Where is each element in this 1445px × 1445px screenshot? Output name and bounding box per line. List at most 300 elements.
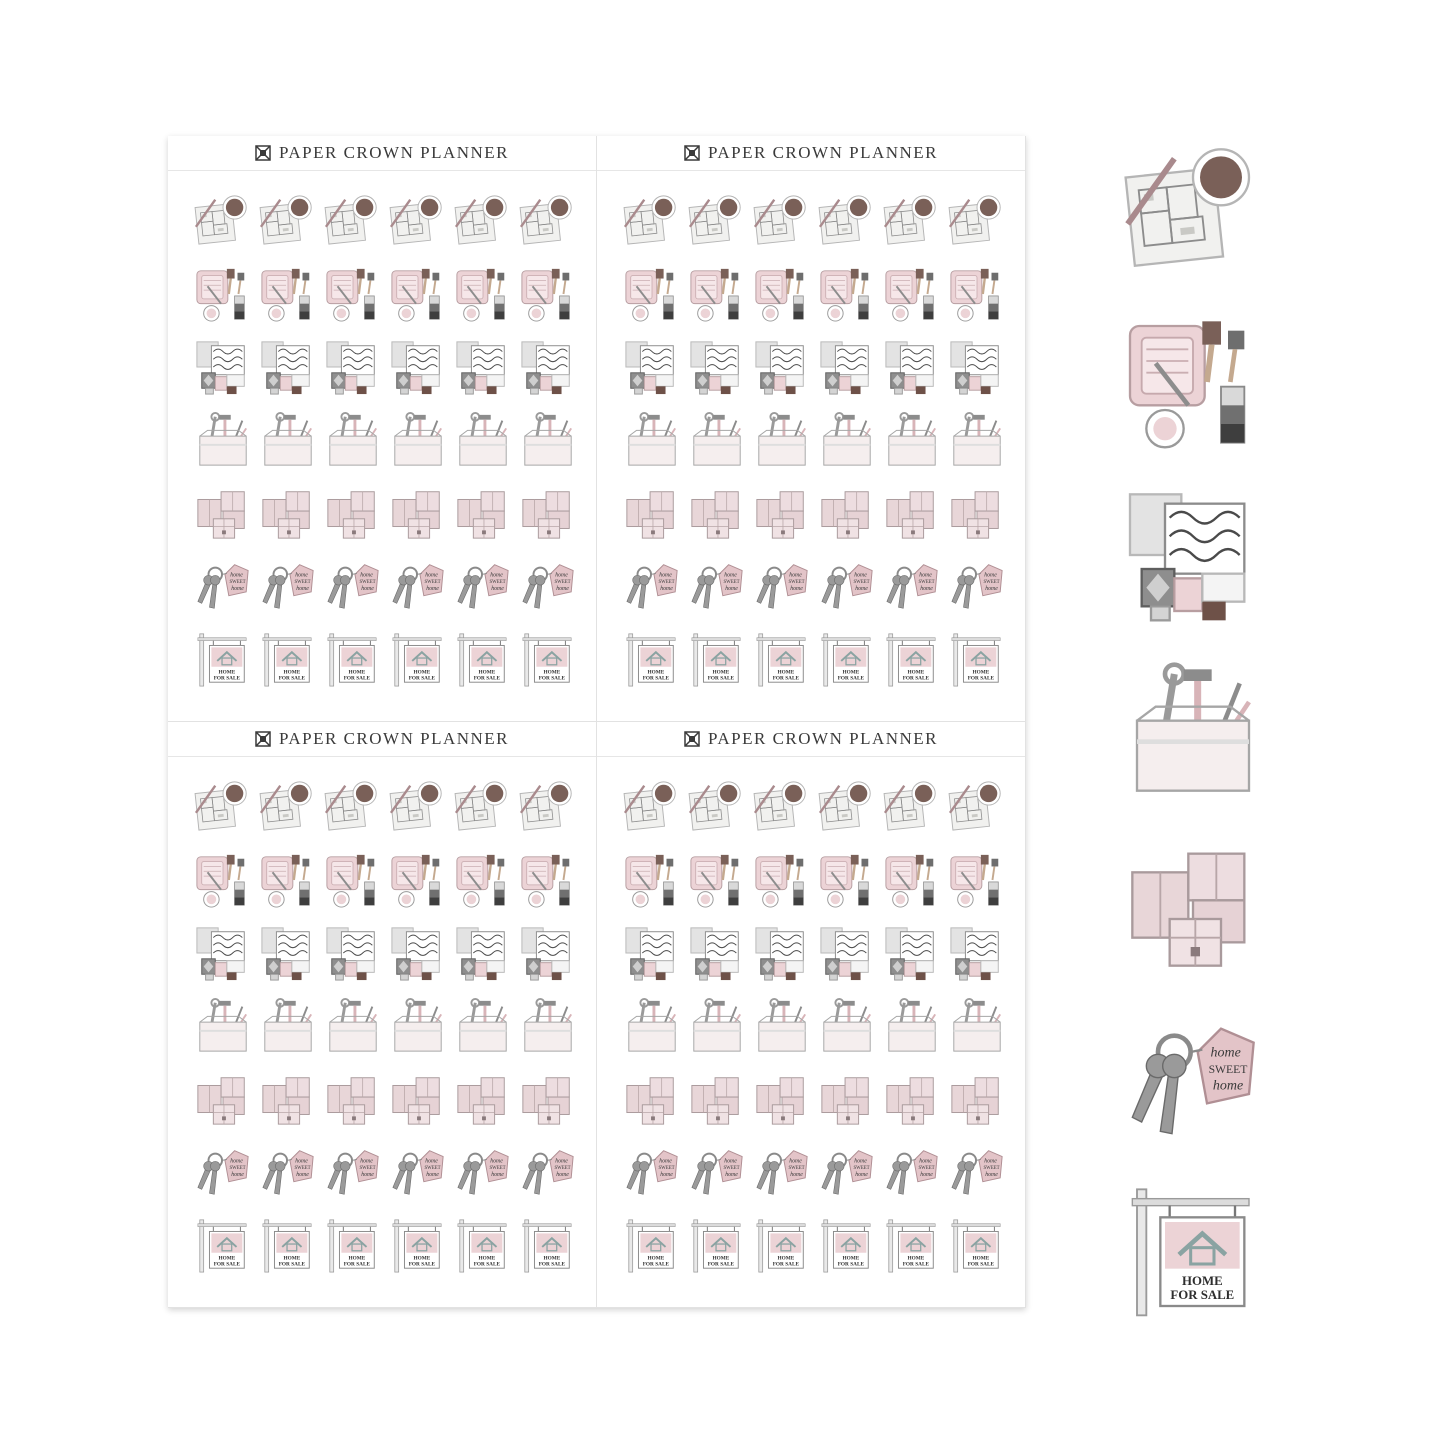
blueprint-coffee-sticker — [389, 192, 447, 250]
sticker-cell — [623, 192, 688, 265]
toolbox-sticker — [948, 997, 1006, 1055]
key-tag-text-1: home — [854, 1158, 867, 1165]
sticker-cell — [753, 1070, 818, 1143]
tile-samples-sticker — [519, 338, 577, 396]
sticker-cell — [948, 1070, 1013, 1143]
tile-samples-sticker — [948, 338, 1006, 396]
sticker-cell — [883, 778, 948, 851]
key-tag-text-1: home — [230, 1158, 243, 1165]
sticker-cell — [389, 778, 454, 851]
sticker-cell — [883, 851, 948, 924]
house-keys-sticker — [454, 1143, 512, 1201]
blueprint-coffee-sticker — [623, 192, 681, 250]
toolbox-sticker — [883, 411, 941, 469]
blueprint-coffee-sticker — [688, 778, 746, 836]
enlarged-paint-supplies — [1118, 312, 1278, 452]
sheet-header — [168, 722, 596, 757]
toolbox-sticker — [753, 411, 811, 469]
tile-samples-sticker — [623, 338, 681, 396]
blueprint-coffee-sticker — [818, 192, 876, 250]
sticker-cell — [948, 1216, 1013, 1289]
home-for-sale-sign-sticker — [389, 1216, 447, 1274]
tile-samples-sticker — [1118, 485, 1268, 625]
house-keys-sticker — [948, 557, 1006, 615]
sticker-cell — [454, 1143, 519, 1216]
paint-supplies-sticker — [194, 265, 252, 323]
key-tag-text-2: SWEET — [788, 580, 805, 586]
sticker-cell — [519, 557, 584, 630]
sign-text-2: FOR SALE — [538, 675, 566, 682]
key-tag-text-2: SWEET — [723, 580, 740, 586]
blueprint-coffee-sticker — [883, 778, 941, 836]
toolbox-sticker — [259, 997, 317, 1055]
toolbox-sticker — [454, 411, 512, 469]
enlarged-home-for-sale-sign — [1118, 1180, 1278, 1320]
blueprint-coffee-sticker — [194, 778, 252, 836]
sticker-cell — [194, 192, 259, 265]
key-tag-text-1: home — [659, 572, 672, 579]
home-for-sale-sign-sticker — [324, 630, 382, 688]
key-tag-text-2: SWEET — [359, 1166, 376, 1172]
key-tag-text-1: home — [555, 1158, 568, 1165]
sign-text-1: HOME — [413, 1255, 431, 1262]
sticker-cell — [623, 924, 688, 997]
key-tag-text-3: home — [660, 1171, 673, 1178]
sign-text-1: HOME — [712, 669, 730, 676]
sticker-cell — [753, 630, 818, 703]
sticker-cell — [194, 411, 259, 484]
sticker-cell — [194, 997, 259, 1070]
sticker-grid — [194, 192, 584, 703]
sticker-cell — [454, 484, 519, 557]
sticker-cell — [818, 265, 883, 338]
sticker-cell — [948, 1143, 1013, 1216]
sticker-cell — [948, 484, 1013, 557]
sticker-cell — [259, 265, 324, 338]
sticker-cell — [688, 851, 753, 924]
blueprint-coffee-sticker — [454, 192, 512, 250]
sign-text-1: HOME — [907, 1255, 925, 1262]
sticker-cell — [194, 1143, 259, 1216]
sticker-cell — [259, 997, 324, 1070]
paint-supplies-sticker — [454, 851, 512, 909]
sticker-cell — [194, 338, 259, 411]
sign-text-2: FOR SALE — [707, 1261, 735, 1268]
sticker-cell — [194, 778, 259, 851]
sticker-cell — [688, 192, 753, 265]
home-for-sale-sign-sticker — [688, 630, 746, 688]
sticker-cell — [519, 338, 584, 411]
sticker-cell — [883, 411, 948, 484]
tile-samples-sticker — [883, 338, 941, 396]
moving-boxes-sticker — [948, 1070, 1006, 1128]
house-keys-sticker — [519, 1143, 577, 1201]
tile-samples-sticker — [818, 338, 876, 396]
crown-x-logo-icon — [255, 145, 271, 161]
house-keys-sticker — [194, 1143, 252, 1201]
brand-name: PAPER CROWN PLANNER — [278, 729, 510, 748]
sign-text-2: FOR SALE — [473, 1261, 501, 1268]
blueprint-coffee-sticker — [623, 778, 681, 836]
toolbox-sticker — [818, 411, 876, 469]
toolbox-sticker — [324, 997, 382, 1055]
sticker-cell — [454, 1070, 519, 1143]
key-tag-text-1: home — [295, 572, 308, 579]
key-tag-text-1: home — [789, 572, 802, 579]
key-tag-text-1: home — [360, 572, 373, 579]
sticker-cell — [818, 411, 883, 484]
key-tag-text-3: home — [361, 1171, 374, 1178]
sticker-cell — [259, 630, 324, 703]
tile-samples-sticker — [883, 924, 941, 982]
moving-boxes-sticker — [324, 1070, 382, 1128]
sticker-cell — [818, 630, 883, 703]
sticker-cell — [818, 997, 883, 1070]
sticker-cell — [454, 997, 519, 1070]
sticker-cell — [623, 1070, 688, 1143]
paint-supplies-sticker — [454, 265, 512, 323]
sticker-cell — [688, 1070, 753, 1143]
key-tag-text-2: SWEET — [918, 580, 935, 586]
tile-samples-sticker — [688, 338, 746, 396]
sign-text-2: FOR SALE — [837, 1261, 865, 1268]
home-for-sale-sign-sticker — [883, 1216, 941, 1274]
key-tag-text-1: home — [360, 1158, 373, 1165]
sticker-cell — [753, 411, 818, 484]
sticker-cell — [259, 557, 324, 630]
sign-text-2: FOR SALE — [772, 675, 800, 682]
key-tag-text-1: home — [724, 1158, 737, 1165]
blueprint-coffee-sticker — [818, 778, 876, 836]
sign-text-1: HOME — [348, 1255, 366, 1262]
sticker-cell — [818, 778, 883, 851]
sign-text-2: FOR SALE — [278, 1261, 306, 1268]
sticker-cell — [324, 1143, 389, 1216]
sticker-cell — [324, 411, 389, 484]
moving-boxes-sticker — [389, 1070, 447, 1128]
blueprint-coffee-sticker — [259, 192, 317, 250]
moving-boxes-sticker — [753, 1070, 811, 1128]
sticker-cell — [818, 484, 883, 557]
sticker-sheet-top-left — [168, 136, 597, 722]
key-tag-text-1: home — [854, 572, 867, 579]
crown-x-logo-icon — [255, 731, 271, 747]
house-keys-sticker — [818, 1143, 876, 1201]
house-keys-sticker — [948, 1143, 1006, 1201]
home-for-sale-sign-sticker — [623, 630, 681, 688]
sheet-header — [597, 136, 1025, 171]
sticker-cell — [259, 778, 324, 851]
sticker-cell — [688, 630, 753, 703]
moving-boxes-sticker — [688, 1070, 746, 1128]
house-keys-sticker — [883, 557, 941, 615]
key-tag-text-3: home — [426, 1171, 439, 1178]
sticker-sheets-area — [168, 136, 1026, 1308]
sign-text-1: HOME — [712, 1255, 730, 1262]
toolbox-sticker — [688, 411, 746, 469]
sign-text-1: HOME — [842, 1255, 860, 1262]
sticker-cell — [324, 778, 389, 851]
key-tag-text-3: home — [231, 585, 244, 592]
tile-samples-sticker — [454, 338, 512, 396]
key-tag-text-3: home — [855, 1171, 868, 1178]
key-tag-text-3: home — [361, 585, 374, 592]
sticker-cell — [753, 1143, 818, 1216]
sign-text-1: HOME — [842, 669, 860, 676]
sticker-cell — [948, 265, 1013, 338]
sign-text-1: HOME — [777, 669, 795, 676]
house-keys-sticker — [753, 557, 811, 615]
sticker-cell — [883, 924, 948, 997]
sticker-cell — [948, 338, 1013, 411]
paint-supplies-sticker — [883, 851, 941, 909]
sign-text-2: FOR SALE — [408, 675, 436, 682]
enlarged-tile-samples — [1118, 485, 1278, 625]
key-tag-text-1: home — [1210, 1045, 1241, 1061]
toolbox-sticker — [389, 411, 447, 469]
sign-text-1: HOME — [972, 669, 990, 676]
house-keys-sticker — [194, 557, 252, 615]
sticker-cell — [259, 1143, 324, 1216]
sticker-cell — [389, 924, 454, 997]
sticker-cell — [818, 924, 883, 997]
key-tag-text-2: SWEET — [294, 1166, 311, 1172]
sticker-cell — [883, 997, 948, 1070]
sticker-cell — [389, 997, 454, 1070]
tile-samples-sticker — [259, 338, 317, 396]
sticker-sheet-bottom-left — [168, 722, 597, 1308]
tile-samples-sticker — [454, 924, 512, 982]
sticker-cell — [818, 1143, 883, 1216]
key-tag-text-3: home — [491, 585, 504, 592]
sign-text-2: FOR SALE — [902, 1261, 930, 1268]
home-for-sale-sign-sticker — [948, 1216, 1006, 1274]
sticker-cell — [818, 338, 883, 411]
key-tag-text-2: SWEET — [424, 580, 441, 586]
moving-boxes-sticker — [1118, 835, 1268, 975]
key-tag-text-3: home — [491, 1171, 504, 1178]
sticker-cell — [389, 192, 454, 265]
key-tag-text-3: home — [426, 585, 439, 592]
toolbox-sticker — [688, 997, 746, 1055]
sign-text-1: HOME — [543, 669, 561, 676]
key-tag-text-3: home — [556, 585, 569, 592]
sticker-cell — [623, 1143, 688, 1216]
key-tag-text-3: home — [1212, 1078, 1244, 1094]
sticker-cell — [389, 1143, 454, 1216]
sticker-cell — [883, 630, 948, 703]
paint-supplies-sticker — [259, 851, 317, 909]
paint-supplies-sticker — [818, 265, 876, 323]
home-for-sale-sign-sticker — [194, 630, 252, 688]
paint-supplies-sticker — [519, 851, 577, 909]
sticker-cell — [948, 778, 1013, 851]
key-tag-text-1: home — [490, 1158, 503, 1165]
key-tag-text-3: home — [296, 1171, 309, 1178]
moving-boxes-sticker — [688, 484, 746, 542]
sign-text-2: FOR SALE — [707, 675, 735, 682]
enlarged-moving-boxes — [1118, 835, 1278, 975]
house-keys-sticker — [883, 1143, 941, 1201]
sign-text-1: HOME — [907, 669, 925, 676]
sticker-cell — [688, 997, 753, 1070]
sticker-cell — [324, 1216, 389, 1289]
sticker-cell — [389, 265, 454, 338]
sign-text-2: FOR SALE — [967, 1261, 995, 1268]
sticker-cell — [324, 557, 389, 630]
key-tag-text-2: SWEET — [658, 1166, 675, 1172]
tile-samples-sticker — [324, 924, 382, 982]
sticker-cell — [948, 411, 1013, 484]
sticker-cell — [454, 411, 519, 484]
paint-supplies-sticker — [753, 851, 811, 909]
tile-samples-sticker — [948, 924, 1006, 982]
sticker-cell — [688, 265, 753, 338]
sign-text-2: FOR SALE — [343, 675, 371, 682]
home-for-sale-sign-sticker — [948, 630, 1006, 688]
home-for-sale-sign-sticker — [688, 1216, 746, 1274]
sticker-cell — [623, 630, 688, 703]
blueprint-coffee-sticker — [194, 192, 252, 250]
moving-boxes-sticker — [259, 1070, 317, 1128]
moving-boxes-sticker — [389, 484, 447, 542]
sticker-cell — [688, 484, 753, 557]
paint-supplies-sticker — [688, 265, 746, 323]
moving-boxes-sticker — [818, 484, 876, 542]
blueprint-coffee-sticker — [324, 192, 382, 250]
home-for-sale-sign-sticker — [454, 630, 512, 688]
sticker-sheet-bottom-right — [597, 722, 1026, 1308]
toolbox-sticker — [519, 997, 577, 1055]
sticker-cell — [883, 265, 948, 338]
toolbox-sticker — [389, 997, 447, 1055]
key-tag-text-1: home — [984, 572, 997, 579]
key-tag-text-1: home — [724, 572, 737, 579]
paint-supplies-sticker — [324, 265, 382, 323]
moving-boxes-sticker — [753, 484, 811, 542]
sticker-cell — [389, 851, 454, 924]
tile-samples-sticker — [389, 924, 447, 982]
key-tag-text-3: home — [790, 1171, 803, 1178]
sticker-cell — [753, 851, 818, 924]
moving-boxes-sticker — [194, 1070, 252, 1128]
blueprint-coffee-sticker — [688, 192, 746, 250]
sticker-cell — [818, 557, 883, 630]
toolbox-sticker — [623, 997, 681, 1055]
sign-text-1: HOME — [218, 669, 236, 676]
moving-boxes-sticker — [519, 484, 577, 542]
key-tag-text-3: home — [920, 585, 933, 592]
key-tag-text-1: home — [425, 1158, 438, 1165]
sign-text-2: FOR SALE — [538, 1261, 566, 1268]
moving-boxes-sticker — [818, 1070, 876, 1128]
sticker-cell — [389, 1216, 454, 1289]
sticker-cell — [454, 557, 519, 630]
sticker-cell — [688, 778, 753, 851]
sticker-cell — [519, 1143, 584, 1216]
sign-text-1: HOME — [647, 1255, 665, 1262]
sticker-cell — [688, 411, 753, 484]
toolbox-sticker — [194, 411, 252, 469]
house-keys-sticker — [389, 1143, 447, 1201]
moving-boxes-sticker — [883, 1070, 941, 1128]
sign-text-1: HOME — [413, 669, 431, 676]
tile-samples-sticker — [389, 338, 447, 396]
sticker-cell — [883, 484, 948, 557]
key-tag-text-2: SWEET — [853, 1166, 870, 1172]
sign-text-1: HOME — [777, 1255, 795, 1262]
tile-samples-sticker — [753, 924, 811, 982]
key-tag-text-3: home — [725, 1171, 738, 1178]
key-tag-text-1: home — [919, 572, 932, 579]
sign-text-2: FOR SALE — [213, 1261, 241, 1268]
home-for-sale-sign-sticker — [324, 1216, 382, 1274]
sheet-header — [168, 136, 596, 171]
sign-text-1: HOME — [647, 669, 665, 676]
brand-name: PAPER CROWN PLANNER — [707, 729, 939, 748]
crown-x-logo-icon — [684, 731, 700, 747]
house-keys-sticker — [623, 1143, 681, 1201]
moving-boxes-sticker — [259, 484, 317, 542]
sign-text-2: FOR SALE — [837, 675, 865, 682]
moving-boxes-sticker — [194, 484, 252, 542]
tile-samples-sticker — [324, 338, 382, 396]
sticker-cell — [194, 924, 259, 997]
home-for-sale-sign-sticker — [623, 1216, 681, 1274]
sign-text-2: FOR SALE — [1170, 1288, 1235, 1302]
moving-boxes-sticker — [454, 1070, 512, 1128]
key-tag-text-2: SWEET — [554, 1166, 571, 1172]
sticker-cell — [883, 557, 948, 630]
sticker-cell — [519, 924, 584, 997]
paint-supplies-sticker — [324, 851, 382, 909]
toolbox-sticker — [519, 411, 577, 469]
blueprint-coffee-sticker — [1118, 140, 1268, 280]
sticker-cell — [519, 851, 584, 924]
sticker-cell — [324, 851, 389, 924]
sticker-cell — [688, 1216, 753, 1289]
sign-text-1: HOME — [1182, 1274, 1223, 1288]
sticker-cell — [753, 557, 818, 630]
sign-text-1: HOME — [283, 1255, 301, 1262]
home-for-sale-sign-sticker — [753, 630, 811, 688]
sign-text-2: FOR SALE — [473, 675, 501, 682]
toolbox-sticker — [883, 997, 941, 1055]
sticker-cell — [194, 484, 259, 557]
sticker-cell — [324, 192, 389, 265]
enlarged-toolbox — [1118, 660, 1278, 800]
sticker-sheet-top-right — [597, 136, 1026, 722]
sticker-cell — [883, 192, 948, 265]
sticker-cell — [688, 924, 753, 997]
sticker-cell — [194, 851, 259, 924]
sticker-cell — [259, 1070, 324, 1143]
sticker-cell — [753, 924, 818, 997]
sticker-cell — [623, 265, 688, 338]
paint-supplies-sticker — [623, 851, 681, 909]
crown-x-logo-icon — [684, 145, 700, 161]
blueprint-coffee-sticker — [948, 192, 1006, 250]
key-tag-text-1: home — [659, 1158, 672, 1165]
sign-text-2: FOR SALE — [408, 1261, 436, 1268]
sign-text-1: HOME — [478, 669, 496, 676]
home-for-sale-sign-sticker — [818, 1216, 876, 1274]
toolbox-sticker — [753, 997, 811, 1055]
sticker-cell — [519, 778, 584, 851]
moving-boxes-sticker — [623, 484, 681, 542]
key-tag-text-2: SWEET — [229, 580, 246, 586]
sticker-cell — [948, 630, 1013, 703]
